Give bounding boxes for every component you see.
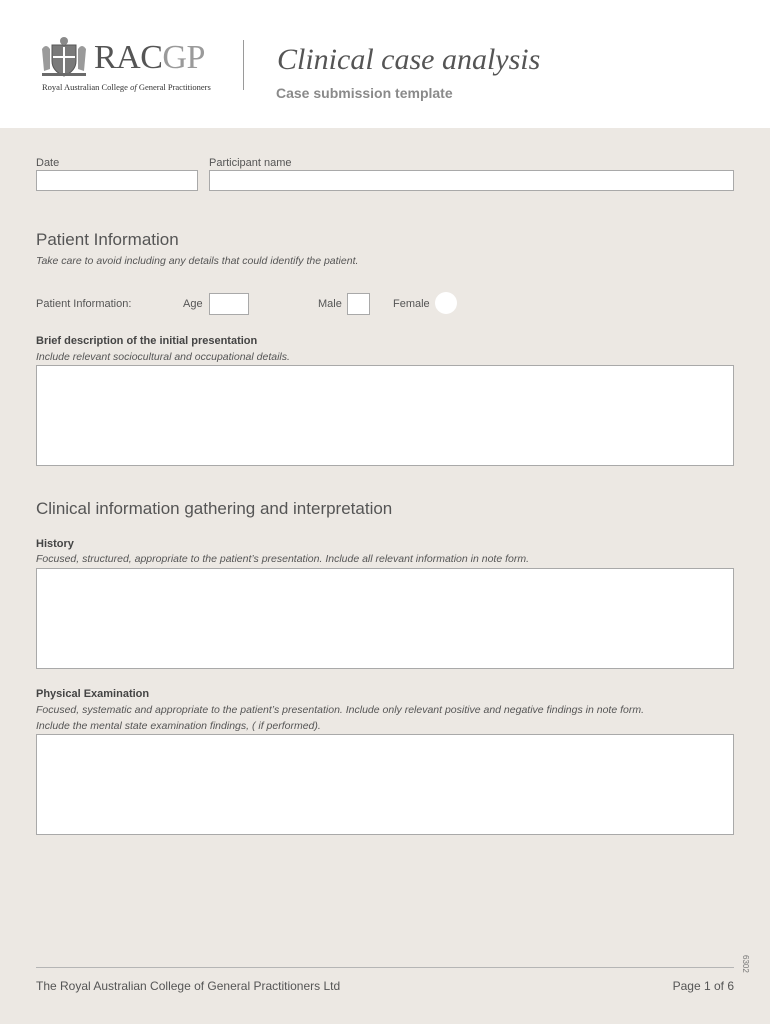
logo-subtitle — [42, 82, 211, 92]
document-subtitle: Case submission template — [276, 85, 453, 101]
page-header — [0, 0, 770, 128]
age-label: Age — [183, 298, 203, 310]
clinical-info-heading: Clinical information gathering and interpretation — [36, 499, 393, 518]
history-field[interactable] — [36, 568, 734, 669]
physical-exam-note-1: Focused, systematic and appropriate to the patient’s presentation. Include only relevant positive and negative findings in note form. — [36, 704, 645, 716]
document-title: Clinical case analysis — [277, 43, 541, 76]
history-heading: History — [36, 538, 74, 550]
patient-info-note: Take care to avoid including any details that could identify the patient. — [36, 255, 359, 267]
header-divider — [243, 40, 244, 90]
date-field[interactable] — [36, 170, 198, 191]
logo-wordmark — [94, 38, 205, 78]
logo-sub-post: General Practitioners — [136, 82, 211, 92]
physical-exam-field[interactable] — [36, 734, 734, 835]
brief-description-field[interactable] — [36, 365, 734, 466]
logo-sub-of: of — [130, 82, 137, 92]
participant-name-field[interactable] — [209, 170, 734, 191]
patient-info-heading: Patient Information — [36, 230, 179, 249]
brief-description-heading: Brief description of the initial presentation — [36, 335, 258, 347]
date-label: Date — [36, 157, 60, 169]
male-label: Male — [318, 298, 342, 310]
logo-main: RAC — [94, 39, 163, 76]
participant-name-label: Participant name — [209, 157, 292, 169]
racgp-crest-icon — [38, 35, 90, 79]
patient-info-row-label: Patient Information: — [36, 298, 132, 310]
physical-exam-note-2: Include the mental state examination findings, ( if performed). — [36, 720, 321, 732]
footer-org: The Royal Australian College of General Practitioners Ltd — [36, 979, 341, 993]
footer-divider — [36, 967, 734, 968]
brief-description-note: Include relevant sociocultural and occupational details. — [36, 351, 290, 363]
form-code: 6302 — [741, 955, 750, 973]
age-field[interactable] — [209, 293, 249, 315]
logo-accent: GP — [162, 39, 205, 76]
female-radio[interactable] — [435, 292, 457, 314]
logo-sub-pre: Royal Australian College — [42, 82, 131, 92]
male-checkbox[interactable] — [347, 293, 370, 315]
physical-exam-heading: Physical Examination — [36, 688, 150, 700]
history-note: Focused, structured, appropriate to the patient’s presentation. Include all relevant information in note form. — [36, 553, 530, 565]
page-number: Page 1 of 6 — [672, 979, 734, 993]
female-label: Female — [393, 298, 430, 310]
